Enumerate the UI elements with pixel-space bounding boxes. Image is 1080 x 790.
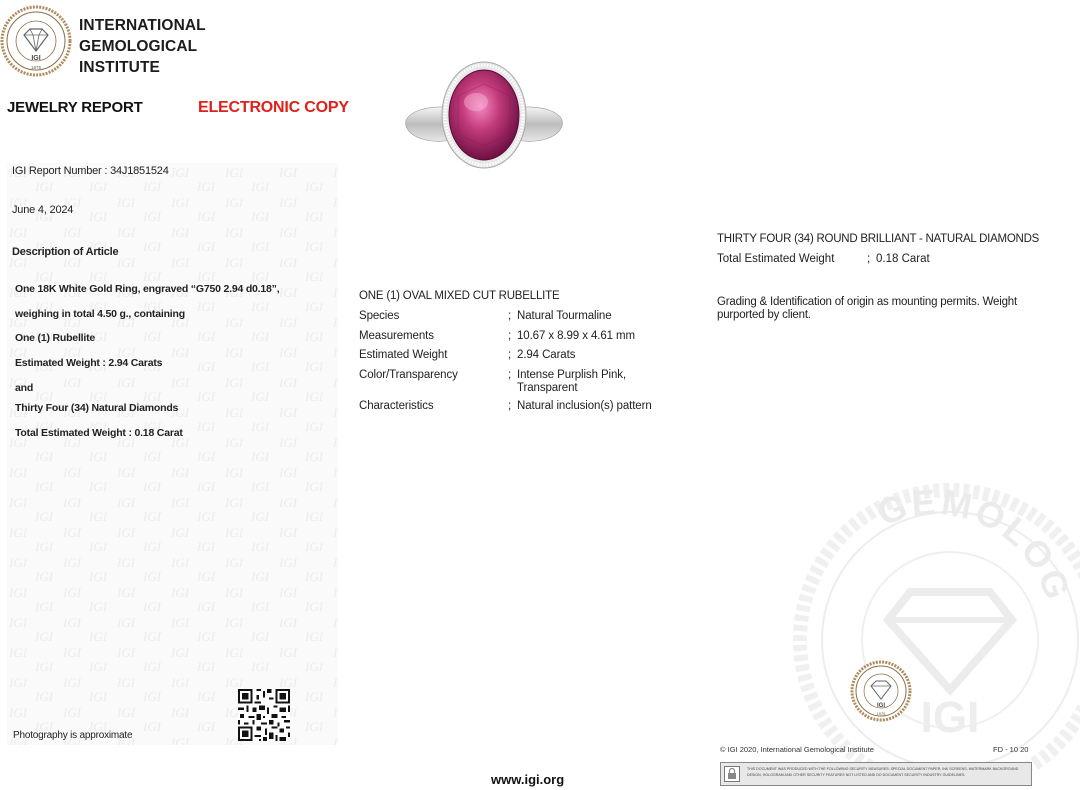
qr-code-icon[interactable] — [238, 689, 290, 741]
detail-separator: ; — [508, 330, 512, 342]
org-name-line-2: GEMOLOGICAL — [79, 38, 198, 55]
description-line: and — [15, 382, 34, 394]
detail-value: Intense Purplish Pink, Transparent — [517, 369, 627, 394]
total-weight-separator: ; — [867, 253, 871, 265]
detail-separator: ; — [508, 349, 512, 361]
copyright-notice: © IGI 2020, International Gemological Institute — [720, 745, 874, 754]
side-stones-heading: THIRTY FOUR (34) ROUND BRILLIANT - NATURAL DIAMONDS — [717, 233, 1040, 245]
detail-separator: ; — [508, 369, 512, 381]
security-features-strip — [720, 762, 1032, 786]
total-weight-value: 0.18 Carat — [876, 253, 930, 265]
igi-seal-logo — [0, 5, 72, 77]
detail-label: Species — [359, 310, 400, 322]
stamp-initials: IGI — [876, 703, 886, 709]
detail-value: 10.67 x 8.99 x 4.61 mm — [517, 330, 635, 342]
org-name-line-3: INSTITUTE — [79, 59, 160, 76]
stamp-year: 1975 — [876, 711, 886, 716]
report-type-title: JEWELRY REPORT — [7, 99, 143, 116]
report-number: IGI Report Number : 34J1851524 — [12, 165, 169, 177]
report-date: June 4, 2024 — [12, 204, 74, 216]
photography-note: Photography is approximate — [13, 730, 133, 741]
description-line: weighing in total 4.50 g., containing — [15, 308, 185, 320]
org-name-line-1: INTERNATIONAL — [79, 17, 206, 34]
detail-value: 2.94 Carats — [517, 349, 576, 361]
igi-seal-stamp — [850, 660, 912, 722]
website-link[interactable]: www.igi.org — [491, 772, 565, 787]
detail-separator: ; — [508, 310, 512, 322]
detail-label: Estimated Weight — [359, 349, 448, 361]
form-code: FD - 10 20 — [993, 745, 1029, 754]
detail-value: Natural Tourmaline — [517, 310, 612, 322]
description-line: Estimated Weight : 2.94 Carats — [15, 357, 163, 369]
detail-label: Characteristics — [359, 400, 434, 412]
detail-label: Measurements — [359, 330, 434, 342]
center-stone-heading: ONE (1) OVAL MIXED CUT RUBELLITE — [359, 290, 560, 302]
description-line: Total Estimated Weight : 0.18 Carat — [15, 427, 183, 439]
seal-year: 1975 — [30, 65, 42, 70]
seal-initials: IGI — [31, 55, 41, 62]
report-summary-panel — [7, 163, 338, 745]
description-line: One 18K White Gold Ring, engraved “G750 2.94 d0.18”, — [15, 283, 280, 295]
electronic-copy-label: ELECTRONIC COPY — [198, 99, 349, 116]
total-weight-label: Total Estimated Weight — [717, 253, 835, 265]
detail-label: Color/Transparency — [359, 369, 458, 381]
detail-value: Natural inclusion(s) pattern — [517, 400, 652, 412]
grading-note: Grading & Identification of origin as mounting permits. Weight purported by client. — [717, 296, 1017, 321]
ring-photo — [400, 60, 568, 170]
lock-icon — [724, 766, 740, 782]
watermark-seal — [780, 470, 1080, 770]
watermark-text: GEMOLOG — [872, 480, 1080, 608]
organization-name — [79, 15, 206, 78]
description-line: One (1) Rubellite — [15, 332, 96, 344]
description-line: Thirty Four (34) Natural Diamonds — [15, 402, 179, 414]
detail-separator: ; — [508, 400, 512, 412]
watermark-initials: IGI — [920, 693, 980, 742]
description-heading: Description of Article — [12, 246, 119, 258]
security-text: THIS DOCUMENT WAS PRODUCED WITH THE FOLLOWING SECURITY MEASURES: SPECIAL DOCUMENT PAPER, INK SCREENS, WATERMARK BACKGROUND DESIGN, HOLOGRAM AND OTHER SECURITY FEATURES NOT LISTED AND DO DOCUMENT SECURITY INDUSTRY GUIDELINES. — [747, 767, 1019, 777]
